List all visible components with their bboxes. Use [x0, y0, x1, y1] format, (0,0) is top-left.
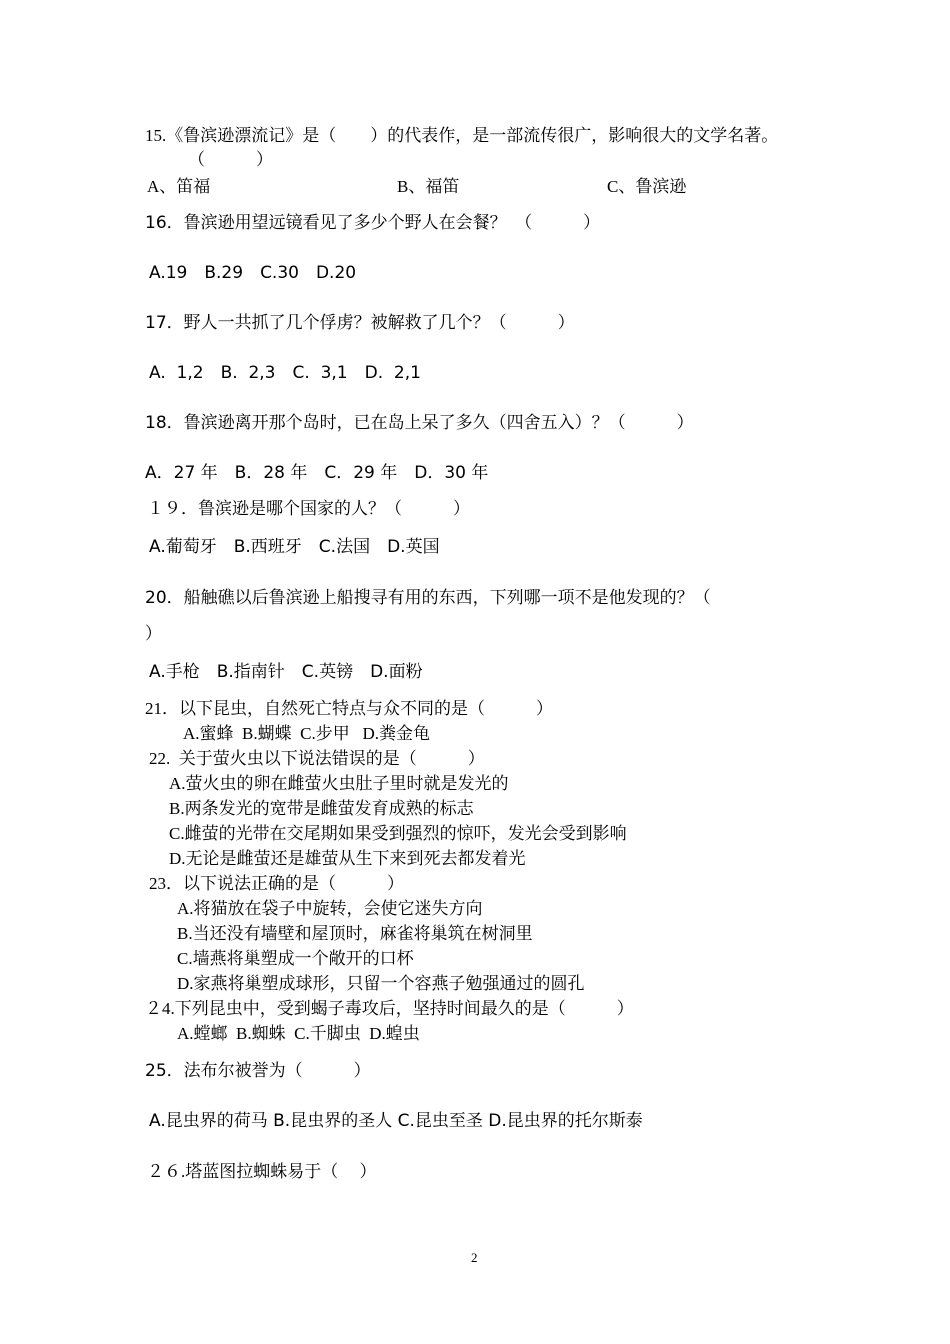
- q20-stem-line1: 20．船触礁以后鲁滨逊上船搜寻有用的东西，下列哪一项不是他发现的？（: [145, 588, 711, 608]
- q22-option-c: C.雌萤的光带在交尾期如果受到强烈的惊吓，发光会受到影响: [169, 824, 627, 843]
- q23-option-b: B.当还没有墙壁和屋顶时，麻雀将巢筑在树洞里: [177, 924, 533, 943]
- q17-stem: 17．野人一共抓了几个俘虏？被解救了几个？（ ）: [145, 313, 575, 333]
- q18-options: A．27 年 B．28 年 C．29 年 D．30 年: [145, 463, 489, 483]
- q22-stem: 22. 关于萤火虫以下说法错误的是（ ）: [149, 749, 485, 768]
- q23-option-a: A.将猫放在袋子中旋转，会使它迷失方向: [177, 899, 483, 918]
- q19-stem: １９．鲁滨逊是哪个国家的人？（ ）: [147, 499, 470, 518]
- page-number: 2: [471, 1250, 478, 1265]
- q20-options: A.手枪 B.指南针 C.英镑 D.面粉: [149, 662, 423, 682]
- q16-options: A.19 B.29 C.30 D.20: [149, 263, 357, 283]
- q23-option-c: C.墙燕将巢塑成一个敞开的口杯: [177, 949, 414, 968]
- q17-options: A. 1,2 B. 2,3 C. 3,1 D. 2,1: [149, 363, 421, 383]
- q24-options: A.螳螂 B.蜘蛛 C.千脚虫 D.蝗虫: [177, 1024, 420, 1043]
- q23-stem: 23．以下说法正确的是（ ）: [149, 874, 404, 893]
- q20-stem-line2: ）: [145, 624, 162, 644]
- q16-stem: 16．鲁滨逊用望远镜看见了多少个野人在会餐？ （ ）: [145, 213, 601, 233]
- q15-blank: （ ）: [188, 150, 273, 169]
- q24-stem: ２4.下列昆虫中，受到蝎子毒攻后，坚持时间最久的是（ ）: [145, 999, 634, 1018]
- q26-stem: ２６.塔蓝图拉蜘蛛易于（ ）: [147, 1162, 377, 1181]
- q22-option-b: B.两条发光的宽带是雌萤发育成熟的标志: [169, 799, 474, 818]
- q22-option-a: A.萤火虫的卵在雌萤火虫肚子里时就是发光的: [169, 774, 509, 793]
- q25-options: A.昆虫界的荷马 B.昆虫界的圣人 C.昆虫至圣 D.昆虫界的托尔斯泰: [149, 1111, 643, 1131]
- q18-stem: 18．鲁滨逊离开那个岛时，已在岛上呆了多久（四舍五入）？（ ）: [145, 413, 694, 433]
- q15-option-a: A、笛福: [147, 177, 211, 196]
- q21-options: A.蜜蜂 B.蝴蝶 C.步甲 D.粪金龟: [183, 724, 430, 743]
- q21-stem: 21．以下昆虫，自然死亡特点与众不同的是（ ）: [145, 699, 553, 718]
- q25-stem: 25．法布尔被誉为（ ）: [145, 1061, 371, 1081]
- q23-option-d: D.家燕将巢塑成球形，只留一个容燕子勉强通过的圆孔: [177, 974, 585, 993]
- q19-options: A.葡萄牙 B.西班牙 C.法国 D.英国: [149, 537, 440, 557]
- q15-option-b: B、福笛: [397, 177, 460, 196]
- q15-stem: 15.《鲁滨逊漂流记》是（ ）的代表作，是一部流传很广，影响很大的文学名著。: [145, 126, 779, 145]
- q22-option-d: D.无论是雌萤还是雄萤从生下来到死去都发着光: [169, 849, 526, 868]
- q15-option-c: C、鲁滨逊: [607, 177, 687, 196]
